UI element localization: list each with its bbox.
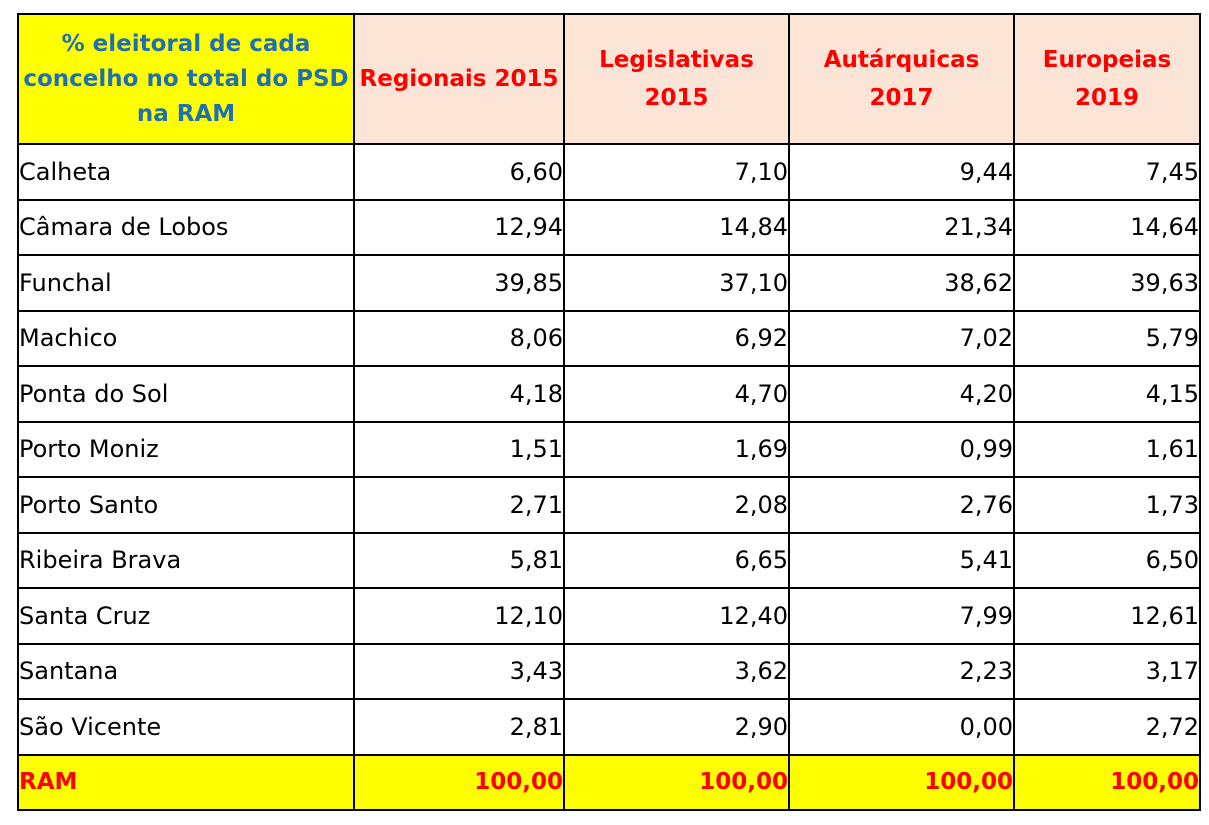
header-row — [18, 14, 1200, 144]
table-cell: 4,70 — [564, 366, 789, 422]
table-cell: 3,17 — [1014, 644, 1200, 700]
total-row — [18, 755, 1200, 810]
table-cell: 3,62 — [564, 644, 789, 700]
table-cell: 5,79 — [1014, 311, 1200, 367]
table-cell: 37,10 — [564, 255, 789, 311]
row-label: Calheta — [18, 144, 354, 200]
table-cell: 2,81 — [354, 699, 564, 755]
row-label: Porto Santo — [18, 477, 354, 533]
row-label: Ribeira Brava — [18, 533, 354, 589]
table-row — [18, 533, 1200, 589]
table-cell: 8,06 — [354, 311, 564, 367]
table-cell: 12,94 — [354, 200, 564, 256]
column-header-legislativas-2015: Legislativas 2015 — [564, 14, 789, 144]
table-row — [18, 644, 1200, 700]
table-cell: 4,20 — [789, 366, 1014, 422]
row-label: Santana — [18, 644, 354, 700]
row-label: Funchal — [18, 255, 354, 311]
total-cell: 100,00 — [564, 755, 789, 810]
column-header-europeias-2019: Europeias 2019 — [1014, 14, 1200, 144]
row-label: Porto Moniz — [18, 422, 354, 478]
table-row — [18, 311, 1200, 367]
table-cell: 7,02 — [789, 311, 1014, 367]
column-header-autarquicas-2017: Autárquicas 2017 — [789, 14, 1014, 144]
table-cell: 39,85 — [354, 255, 564, 311]
table-row — [18, 588, 1200, 644]
table-row — [18, 144, 1200, 200]
row-label: São Vicente — [18, 699, 354, 755]
table-cell: 7,10 — [564, 144, 789, 200]
table-cell: 7,45 — [1014, 144, 1200, 200]
table-cell: 7,99 — [789, 588, 1014, 644]
row-label: Machico — [18, 311, 354, 367]
table-cell: 1,51 — [354, 422, 564, 478]
table-cell: 14,64 — [1014, 200, 1200, 256]
table-cell: 1,73 — [1014, 477, 1200, 533]
table-cell: 0,00 — [789, 699, 1014, 755]
table-cell: 9,44 — [789, 144, 1014, 200]
table-cell: 14,84 — [564, 200, 789, 256]
table-cell: 2,76 — [789, 477, 1014, 533]
table-row — [18, 366, 1200, 422]
table-cell: 12,10 — [354, 588, 564, 644]
table-cell: 6,60 — [354, 144, 564, 200]
table-cell: 21,34 — [789, 200, 1014, 256]
total-cell: 100,00 — [1014, 755, 1200, 810]
table-cell: 12,40 — [564, 588, 789, 644]
table-cell: 6,65 — [564, 533, 789, 589]
table-cell: 38,62 — [789, 255, 1014, 311]
table-cell: 5,41 — [789, 533, 1014, 589]
column-header-regionais-2015: Regionais 2015 — [354, 14, 564, 144]
table-cell: 4,18 — [354, 366, 564, 422]
psd-electoral-share-table — [17, 13, 1201, 811]
total-cell: 100,00 — [789, 755, 1014, 810]
table-cell: 1,69 — [564, 422, 789, 478]
table-cell: 12,61 — [1014, 588, 1200, 644]
table-cell: 2,71 — [354, 477, 564, 533]
row-label: Câmara de Lobos — [18, 200, 354, 256]
table-cell: 5,81 — [354, 533, 564, 589]
total-cell: 100,00 — [354, 755, 564, 810]
table-row — [18, 422, 1200, 478]
table-cell: 4,15 — [1014, 366, 1200, 422]
table-cell: 1,61 — [1014, 422, 1200, 478]
table-cell: 39,63 — [1014, 255, 1200, 311]
table-cell: 2,08 — [564, 477, 789, 533]
row-label: Ponta do Sol — [18, 366, 354, 422]
table-cell: 2,72 — [1014, 699, 1200, 755]
total-label: RAM — [18, 755, 354, 810]
table-row — [18, 200, 1200, 256]
table-row — [18, 477, 1200, 533]
table-row — [18, 255, 1200, 311]
table-cell: 6,50 — [1014, 533, 1200, 589]
table-cell: 2,23 — [789, 644, 1014, 700]
table-cell: 6,92 — [564, 311, 789, 367]
row-label: Santa Cruz — [18, 588, 354, 644]
table-row — [18, 699, 1200, 755]
corner-header: % eleitoral de cada concelho no total do PSD na RAM — [18, 14, 354, 144]
table-cell: 3,43 — [354, 644, 564, 700]
table-cell: 0,99 — [789, 422, 1014, 478]
table-cell: 2,90 — [564, 699, 789, 755]
